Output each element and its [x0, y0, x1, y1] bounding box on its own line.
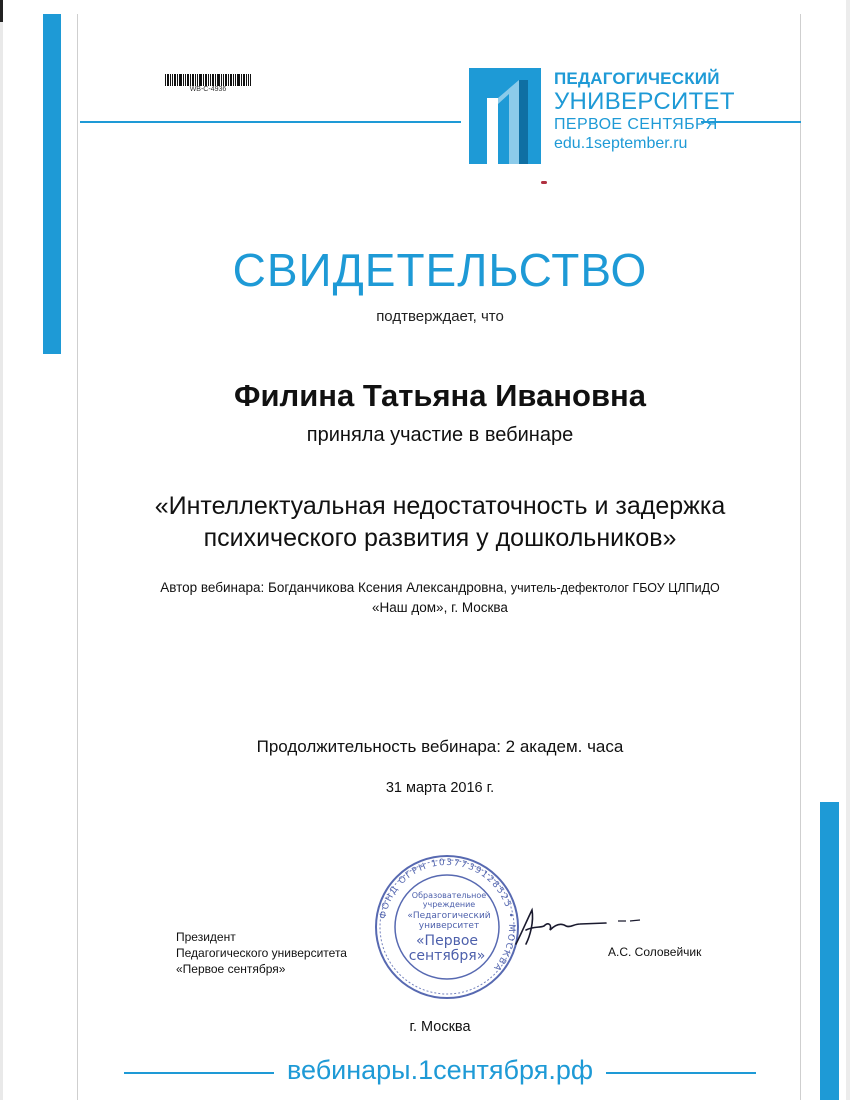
author-name: Автор вебинара: Богданчикова Ксения Александровна, — [160, 580, 508, 595]
webinar-title-line-2: психического развития у дошкольников» — [203, 524, 677, 552]
barcode-code: WB-C-4936 — [189, 86, 227, 93]
certificate-date: 31 марта 2016 г. — [385, 780, 495, 796]
certificate-title: СВИДЕТЕЛЬСТВО — [232, 244, 648, 296]
recipient-name: Филина Татьяна Ивановна — [233, 378, 646, 413]
logo-line-1: ПЕДАГОГИЧЕСКИЙ — [554, 69, 720, 88]
left-frame-line — [77, 14, 78, 1100]
official-seal-stamp — [374, 852, 520, 1002]
issue-city: г. Москва — [409, 1019, 471, 1035]
webinar-title — [80, 490, 800, 554]
president-title — [176, 929, 347, 977]
seal-line-3: «Педагогический — [407, 911, 491, 921]
university-logo-icon — [469, 68, 541, 164]
seal-outer-text: ФОНД ОГРН 1037739128525 • МОСКВА — [378, 857, 517, 974]
participation-text: приняла участие в вебинаре — [306, 424, 574, 446]
right-frame-line — [800, 14, 801, 1100]
seal-line-1: Образовательное — [411, 891, 487, 900]
university-logo-text — [554, 70, 735, 152]
scan-speck — [541, 181, 547, 184]
footer-website: вебинары.1сентября.рф — [286, 1055, 594, 1085]
left-accent-bar — [43, 14, 61, 354]
footer-rule-left — [124, 1072, 274, 1074]
seal-line-6: сентября» — [408, 948, 486, 964]
seal-line-5: «Первое — [415, 933, 479, 949]
webinar-author — [80, 578, 800, 617]
seal-line-2: учреждение — [422, 900, 476, 909]
signer-name: А.С. Соловейчик — [608, 945, 702, 959]
logo-line-3: ПЕРВОЕ СЕНТЯБРЯ — [554, 116, 718, 133]
scan-edge-left — [0, 0, 3, 1100]
webinar-duration: Продолжительность вебинара: 2 академ. часа — [256, 737, 624, 756]
handwritten-signature — [510, 904, 650, 950]
author-role: учитель-дефектолог ГБОУ ЦЛПиДО — [510, 581, 720, 595]
right-accent-bar — [820, 802, 839, 1100]
header-rule-left — [80, 121, 461, 123]
author-line-2: «Наш дом», г. Москва — [372, 600, 508, 615]
scan-edge-right — [846, 0, 850, 1100]
barcode — [165, 74, 251, 86]
footer-rule-right — [606, 1072, 756, 1074]
logo-line-2: УНИВЕРСИТЕТ — [554, 88, 735, 115]
webinar-title-line-1: «Интеллектуальная недостаточность и задержка — [154, 492, 726, 520]
seal-line-4: университет — [418, 921, 480, 931]
scan-corner-mark — [0, 0, 3, 22]
president-line-1: Президент — [176, 930, 236, 944]
logo-website: edu.1september.ru — [554, 135, 688, 152]
certificate-subtitle: подтверждает, что — [376, 308, 504, 325]
author-line-1 — [80, 578, 800, 598]
president-line-3: «Первое сентября» — [176, 962, 286, 976]
president-line-2: Педагогического университета — [176, 946, 347, 960]
